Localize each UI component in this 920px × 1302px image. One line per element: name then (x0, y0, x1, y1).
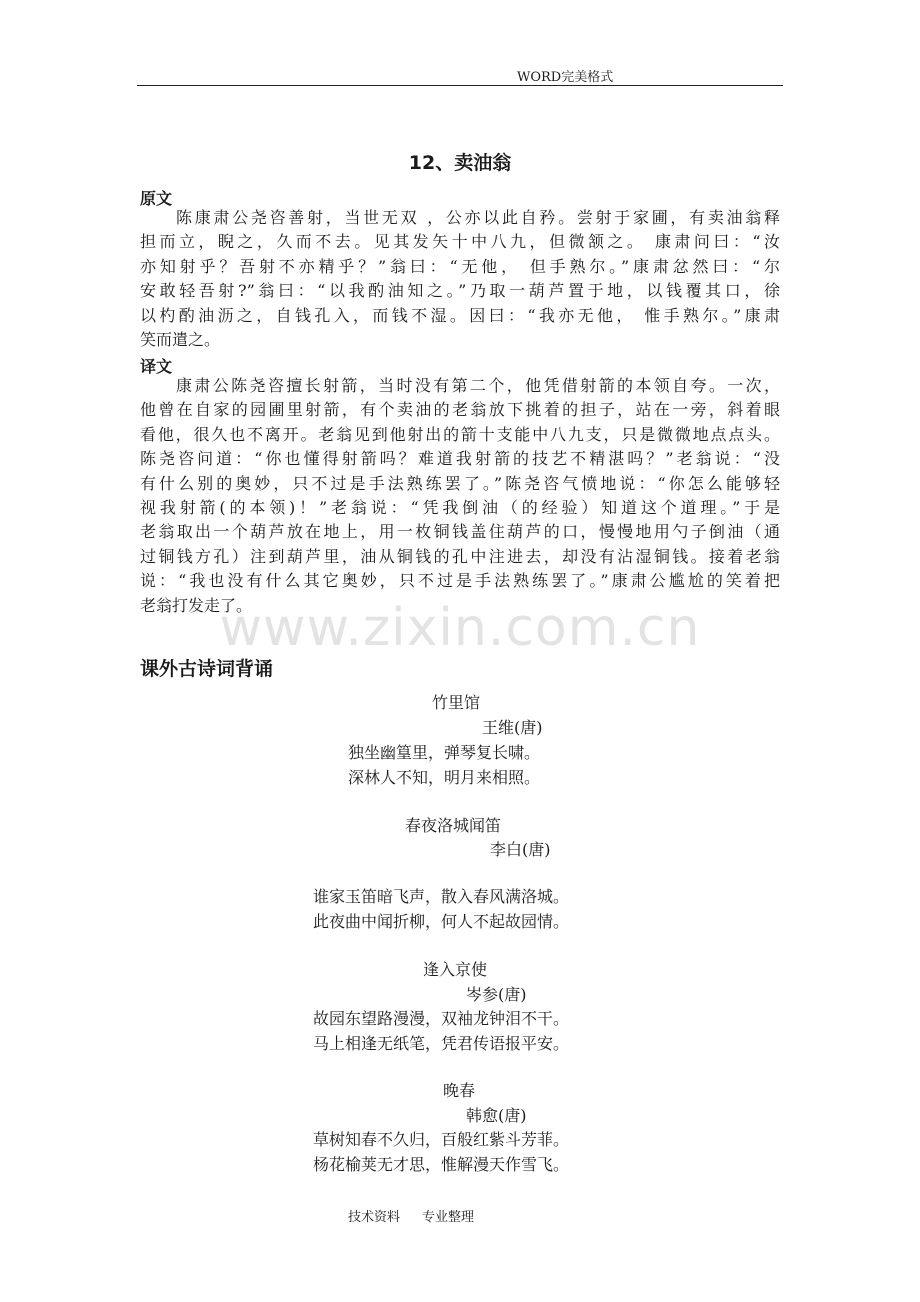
original-line: 安敢轻吾射?”翁曰：“以我酌油知之。”乃取一葫芦置于地，以钱覆其口，徐 (140, 281, 780, 301)
poem-title: 逢入京使 (423, 960, 488, 979)
poem-author: 王维(唐) (482, 718, 543, 737)
translation-line: 有什么别的奥妙，只不过是手法熟练罢了。”陈尧咨气愤地说：“你怎么能够轻 (140, 473, 780, 493)
translation-text (140, 374, 780, 618)
poem-title: 春夜洛城闻笛 (405, 816, 502, 835)
translation-line: 老翁打发走了。 (140, 595, 253, 615)
poem-line: 谁家玉笛暗飞声，散入春风满洛城。 (313, 887, 570, 906)
original-line: 笑而遣之。 (140, 329, 221, 349)
translation-line: 老翁取出一个葫芦放在地上，用一枚铜钱盖住葫芦的口，慢慢地用勺子倒油（通 (140, 522, 780, 542)
original-line: 陈康肃公尧咨善射，当世无双 ，公亦以此自矜。尝射于家圃，有卖油翁释 (176, 208, 780, 227)
poem-line: 故园东望路漫漫，双袖龙钟泪不干。 (313, 1009, 570, 1028)
poem-line: 杨花榆荚无才思，惟解漫天作雪飞。 (313, 1155, 570, 1174)
poem-author: 韩愈(唐) (466, 1106, 527, 1125)
original-text (140, 206, 780, 352)
footer-left: 技术资料 (348, 1210, 401, 1225)
header-text: WORD完美格式 (517, 70, 614, 85)
poem-line: 独坐幽篁里，弹琴复长啸。 (348, 743, 541, 762)
page-title: 12、卖油翁 (408, 152, 512, 174)
poem-line: 深林人不知，明月来相照。 (348, 768, 541, 787)
translation-line: 说：“我也没有什么其它奥妙，只不过是手法熟练罢了。”康肃公尴尬的笑着把 (140, 571, 780, 591)
poem-line: 草树知春不久归，百般红紫斗芳菲。 (313, 1130, 570, 1149)
watermark: www.zixin.com.cn (219, 598, 701, 658)
poems-heading: 课外古诗词背诵 (140, 658, 274, 680)
original-line: 亦知射乎？吾射不亦精乎？”翁曰：“无他， 但手熟尔。”康肃忿然曰：“尔 (140, 256, 780, 276)
translation-line: 他曾在自家的园圃里射箭，有个卖油的老翁放下挑着的担子，站在一旁，斜着眼 (140, 400, 780, 420)
original-heading: 原文 (140, 189, 173, 208)
poem-author: 岑参(唐) (466, 985, 527, 1004)
poem-title: 竹里馆 (432, 693, 481, 712)
translation-line: 康肃公陈尧咨擅长射箭，当时没有第二个，他凭借射箭的本领自夸。一次， (176, 376, 780, 395)
poem-author: 李白(唐) (490, 840, 551, 859)
translation-heading: 译文 (140, 357, 173, 376)
translation-line: 看他，很久也不离开。老翁见到他射出的箭十支能中八九支，只是微微地点点头。 (140, 424, 780, 444)
translation-line: 陈尧咨问道：“你也懂得射箭吗？难道我射箭的技艺不精湛吗？”老翁说：“没 (140, 449, 780, 469)
header-rule (137, 85, 783, 86)
poem-line: 此夜曲中闻折柳，何人不起故园情。 (313, 912, 570, 931)
translation-line: 过铜钱方孔）注到葫芦里，油从铜钱的孔中注进去，却没有沾湿铜钱。接着老翁 (140, 546, 780, 566)
original-line: 以杓酌油沥之，自钱孔入，而钱不湿。因曰：“我亦无他， 惟手熟尔。”康肃 (140, 305, 780, 325)
poem-title: 晚春 (443, 1081, 476, 1100)
footer (348, 1206, 474, 1225)
footer-right: 专业整理 (422, 1210, 475, 1225)
poem-line: 马上相逢无纸笔，凭君传语报平安。 (313, 1034, 570, 1053)
translation-line: 视我射箭(的本领)！”老翁说：“凭我倒油（的经验）知道这个道理。”于是 (140, 497, 780, 517)
original-line: 担而立，睨之，久而不去。见其发矢十中八九，但微颔之。 康肃问曰：“汝 (140, 232, 780, 252)
